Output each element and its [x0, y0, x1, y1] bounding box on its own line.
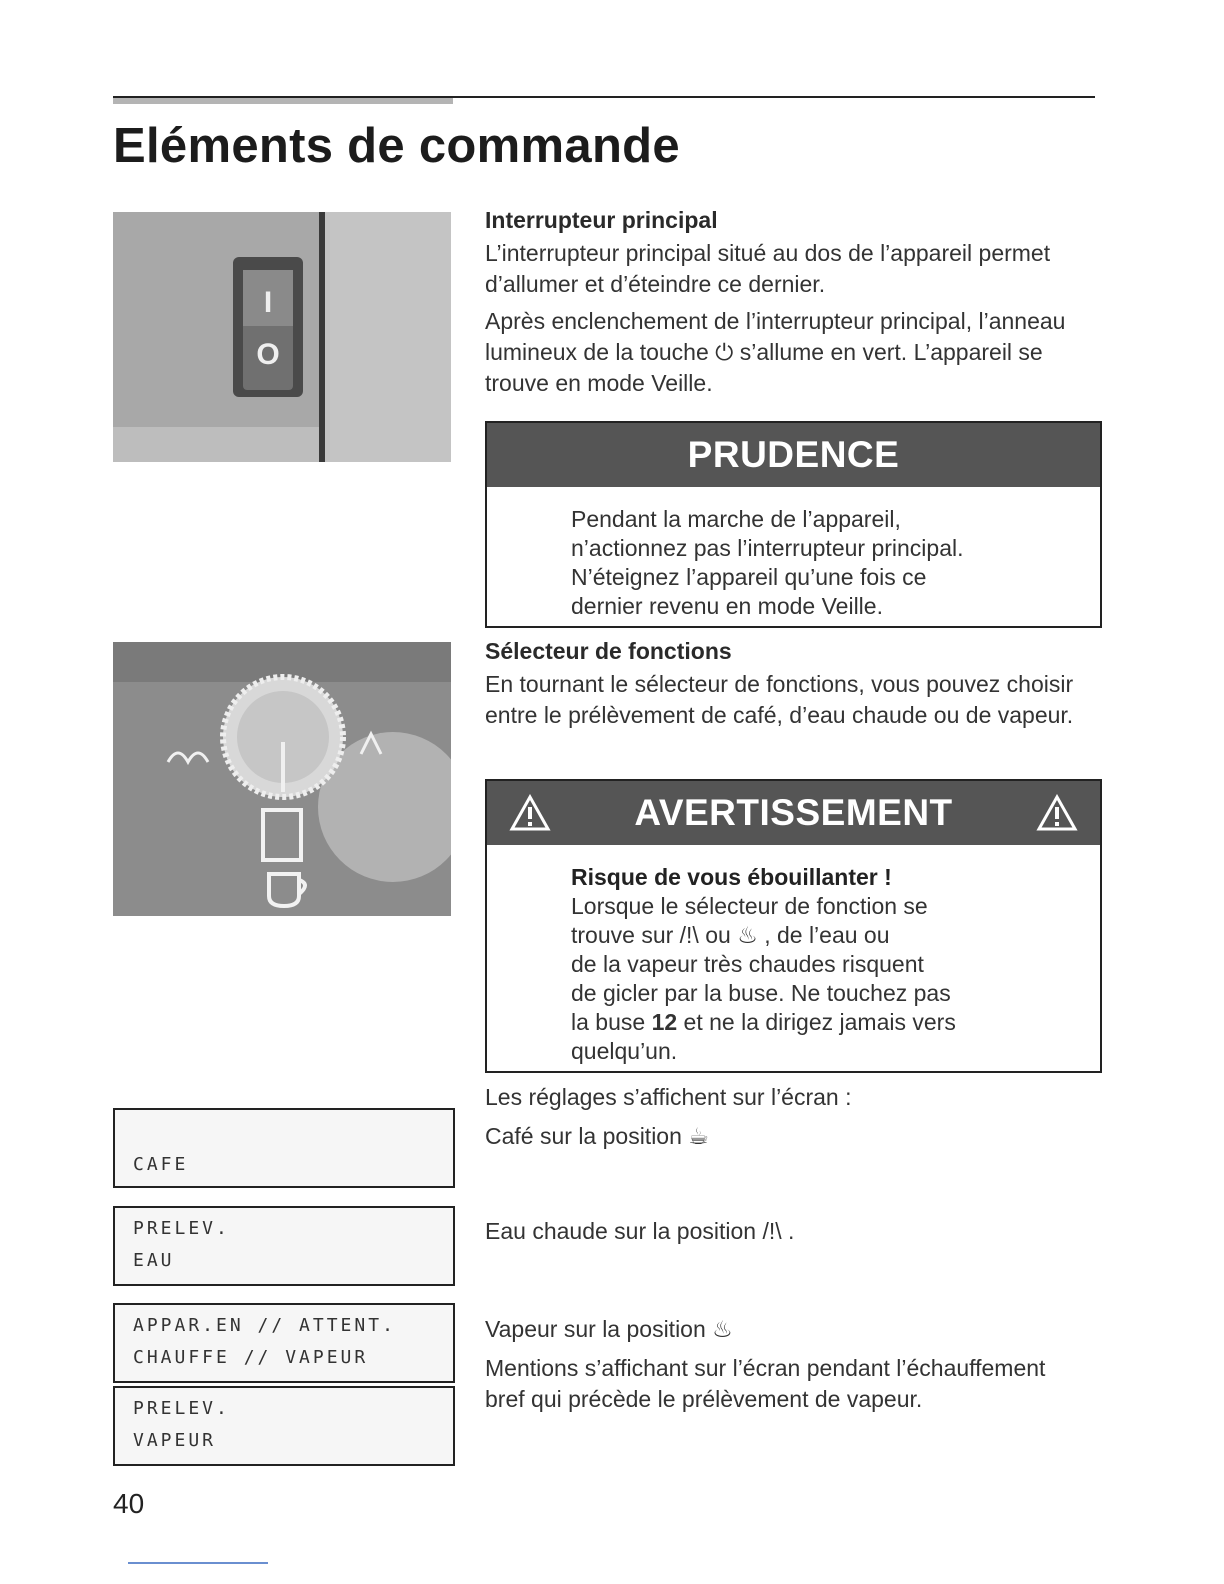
display-row-eau-text: Eau chaude sur la position /!\ .	[485, 1218, 795, 1244]
lcd-line: CHAUFFE // VAPEUR	[133, 1347, 369, 1368]
prudence-line: N’éteignez l’appareil qu’une fois ce	[571, 564, 927, 590]
header-rule	[113, 96, 1095, 98]
lcd-line: PRELEV.	[133, 1218, 230, 1239]
avertissement-body	[487, 845, 1100, 1076]
warning-triangle-icon	[509, 794, 551, 832]
main-switch-para-1: L’interrupteur principal situé au dos de l’appareil permet d’allumer et d’éteindre ce dernier.	[485, 240, 1051, 297]
prudence-body	[487, 487, 1100, 631]
prudence-title: PRUDENCE	[687, 434, 900, 475]
switch-off-symbol: O	[256, 338, 280, 371]
avertissement-title: AVERTISSEMENT	[634, 792, 953, 833]
page-number: 40	[113, 1488, 145, 1519]
section-function-selector	[485, 638, 1100, 737]
lcd-line: APPAR.EN // ATTENT.	[133, 1315, 396, 1336]
avertissement-header	[487, 781, 1100, 845]
function-selector-heading: Sélecteur de fonctions	[485, 638, 732, 664]
function-selector-photo	[113, 642, 451, 916]
prudence-line: n’actionnez pas l’interrupteur principal.	[571, 535, 964, 561]
main-switch-photo	[113, 212, 451, 462]
nozzle-text-post: et ne la dirigez jamais vers	[677, 1009, 956, 1035]
avertissement-line: de gicler par la buse. Ne touchez pas	[571, 980, 951, 1006]
lcd-line: VAPEUR	[133, 1430, 217, 1451]
nozzle-text-pre: la buse	[571, 1009, 652, 1035]
avertissement-line: de la vapeur très chaudes risquent	[571, 951, 924, 977]
switch-on-symbol: I	[263, 286, 273, 319]
selector-knob-illustration	[113, 642, 451, 916]
warning-triangle-icon	[1036, 794, 1078, 832]
display-row-vapeur-text: Vapeur sur la position ♨	[485, 1316, 733, 1342]
prudence-line: dernier revenu en mode Veille.	[571, 593, 883, 619]
function-selector-para: En tournant le sélecteur de fonctions, vous pouvez choisir entre le prélèvement de café, d’eau chaude ou de vapeur.	[485, 671, 1074, 728]
lcd-line: EAU	[133, 1250, 175, 1271]
prudence-header	[487, 423, 1100, 487]
lcd-line: CAFE	[133, 1154, 189, 1175]
page-title: Eléments de commande	[113, 119, 680, 173]
lcd-display-chauffe	[113, 1303, 455, 1383]
nozzle-number: 12	[651, 1009, 678, 1035]
avertissement-box	[485, 779, 1102, 1073]
scald-risk-title: Risque de vous ébouillanter !	[571, 864, 892, 890]
avertissement-nozzle-line	[571, 1008, 1082, 1037]
display-row-cafe-text: Café sur la position ☕	[485, 1123, 709, 1149]
lcd-display-vapeur	[113, 1386, 455, 1466]
footer-line	[128, 1562, 268, 1564]
avertissement-line: Lorsque le sélecteur de fonction se	[571, 893, 928, 919]
main-switch-para-2: Après enclenchement de l’interrupteur principal, l’anneau lumineux de la touche ⏻ s’allume en vert. L’appareil se trouve en mode Veille.	[485, 308, 1066, 396]
prudence-box	[485, 421, 1102, 628]
main-switch-illustration	[113, 212, 451, 462]
main-switch-heading: Interrupteur principal	[485, 207, 718, 233]
avertissement-line: trouve sur /!\ ou ♨ , de l’eau ou	[571, 922, 890, 948]
prudence-line: Pendant la marche de l’appareil,	[571, 506, 901, 532]
display-note: Mentions s’affichant sur l’écran pendant l’échauffement bref qui précède le prélèvement de vapeur.	[485, 1355, 1046, 1412]
lcd-display-eau	[113, 1206, 455, 1286]
lcd-display-cafe	[113, 1108, 455, 1188]
avertissement-line: quelqu’un.	[571, 1038, 678, 1064]
lcd-line: PRELEV.	[133, 1398, 230, 1419]
section-main-switch	[485, 207, 1100, 405]
display-intro: Les réglages s’affichent sur l’écran :	[485, 1084, 852, 1110]
